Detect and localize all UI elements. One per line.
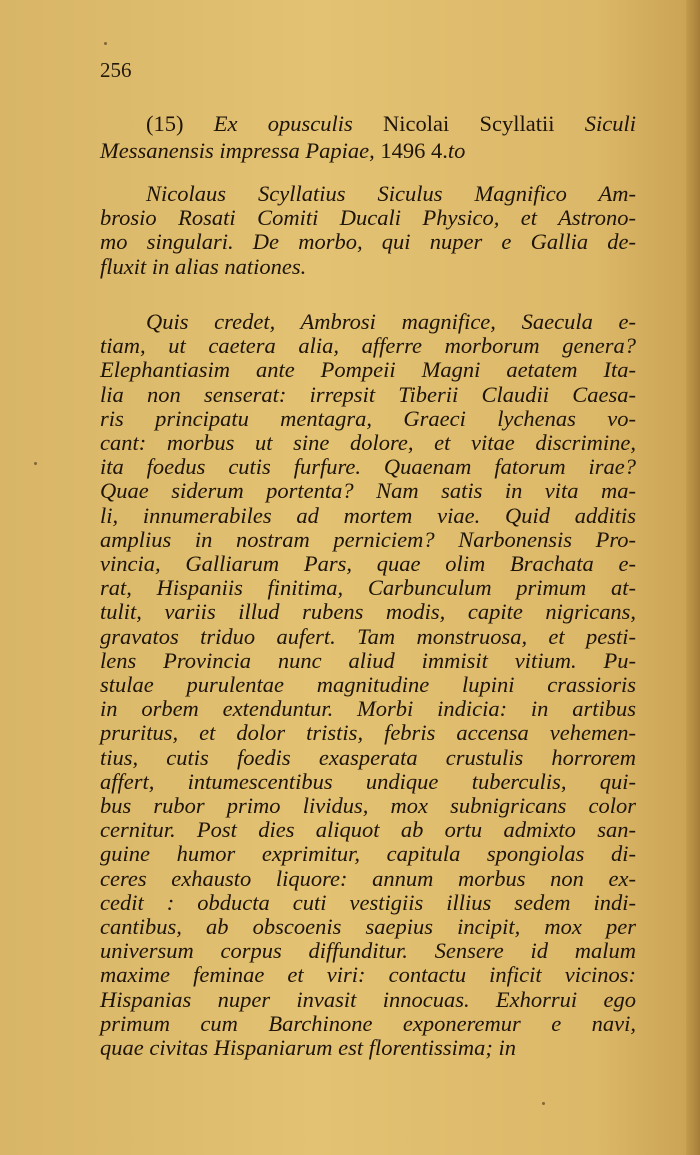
address-line: Nicolaus Scyllatius Siculus Magnifico Am- bbox=[146, 181, 636, 206]
address-line: mo singulari. De morbo, qui nuper e Gallia de- bbox=[100, 229, 636, 255]
text-line: universum corpus diffunditur. Sensere id malum bbox=[100, 938, 636, 964]
paper-speck bbox=[34, 462, 37, 465]
text-line: quae civitas Hispaniarum est florentissima; in bbox=[100, 1035, 517, 1061]
text-line: in orbem extenduntur. Morbi indicia: in artibus bbox=[100, 696, 636, 722]
text-line: pruritus, et dolor tristis, febris accensa vehemen- bbox=[100, 720, 636, 746]
main-paragraph bbox=[100, 310, 636, 1060]
heading-line bbox=[100, 110, 636, 137]
text-line: cantibus, ab obscoenis saepius incipit, mox per bbox=[100, 914, 636, 940]
text-line: lia non senserat: irrepsit Tiberii Claudii Caesa- bbox=[100, 381, 636, 407]
text-line: Hispanias nuper invasit innocuas. Exhorrui ego bbox=[100, 986, 636, 1012]
heading-run: Messanensis impressa Papiae, bbox=[100, 138, 381, 163]
text-line: ris principatu mentagra, Graeci lychenas vo- bbox=[100, 405, 636, 431]
text-line: Quis credet, Ambrosi magnifice, Saecula e- bbox=[146, 309, 636, 334]
heading-run: to bbox=[447, 138, 466, 163]
text-line: lens Provincia nunc aliud immisit vitium. Pu- bbox=[100, 647, 636, 673]
text-line: li, innumerabiles ad mortem viae. Quid additis bbox=[100, 502, 636, 528]
text-line: cernitur. Post dies aliquot ab ortu admixto san- bbox=[100, 817, 636, 843]
heading-run: Ex opusculis bbox=[213, 111, 384, 136]
text-line: rat, Hispaniis finitima, Carbunculum primum at- bbox=[100, 575, 636, 601]
text-line: vincia, Galliarum Pars, quae olim Brachata e- bbox=[100, 551, 636, 577]
text-line: Quae siderum portenta? Nam satis in vita ma- bbox=[100, 478, 636, 504]
letter-address bbox=[100, 182, 636, 279]
text-line: guine humor exprimitur, capitula spongiolas di- bbox=[100, 841, 636, 867]
text-line: stulae purulentae magnitudine lupini crassioris bbox=[100, 672, 636, 698]
heading-line bbox=[100, 137, 636, 164]
text-line: gravatos triduo aufert. Tam monstruosa, et pesti- bbox=[100, 623, 636, 649]
text-line: tiam, ut caetera alia, afferre morborum genera? bbox=[100, 333, 636, 359]
section-heading bbox=[100, 110, 636, 164]
heading-run: Nicolai Scyllatii bbox=[383, 111, 585, 136]
page-number: 256 bbox=[100, 58, 132, 82]
heading-run: 1496 4. bbox=[380, 138, 448, 163]
text-line: cant: morbus ut sine dolore, et vitae discrimine, bbox=[100, 430, 636, 456]
text-line: cedit : obducta cuti vestigiis illius sedem indi- bbox=[100, 889, 636, 915]
text-line: tius, cutis foedis exasperata crustulis horrorem bbox=[100, 744, 636, 770]
heading-run: Siculi bbox=[584, 111, 637, 136]
text-line: ceres exhausto liquore: annum morbus non ex- bbox=[100, 865, 636, 891]
text-line: tulit, variis illud rubens modis, capite nigricans, bbox=[100, 599, 636, 625]
text-line: ita foedus cutis furfure. Quaenam fatorum irae? bbox=[100, 454, 636, 480]
text-line: amplius in nostram perniciem? Narbonensis Pro- bbox=[100, 526, 636, 552]
address-line: fluxit in alias nationes. bbox=[100, 253, 307, 279]
paper-speck bbox=[104, 42, 107, 45]
text-line: affert, intumescentibus undique tuberculis, qui- bbox=[100, 768, 636, 794]
text-line: maxime feminae et viri: contactu inficit vicinos: bbox=[100, 962, 636, 988]
paper-speck bbox=[542, 1102, 545, 1105]
text-line: bus rubor primo lividus, mox subnigricans color bbox=[100, 793, 636, 819]
page-edge bbox=[686, 0, 700, 1155]
address-line: brosio Rosati Comiti Ducali Physico, et Astrono- bbox=[100, 205, 636, 231]
text-line: primum cum Barchinone exponeremur e navi, bbox=[100, 1010, 636, 1036]
heading-run: (15) bbox=[146, 111, 214, 136]
text-line: Elephantiasim ante Pompeii Magni aetatem Ita- bbox=[100, 357, 636, 383]
